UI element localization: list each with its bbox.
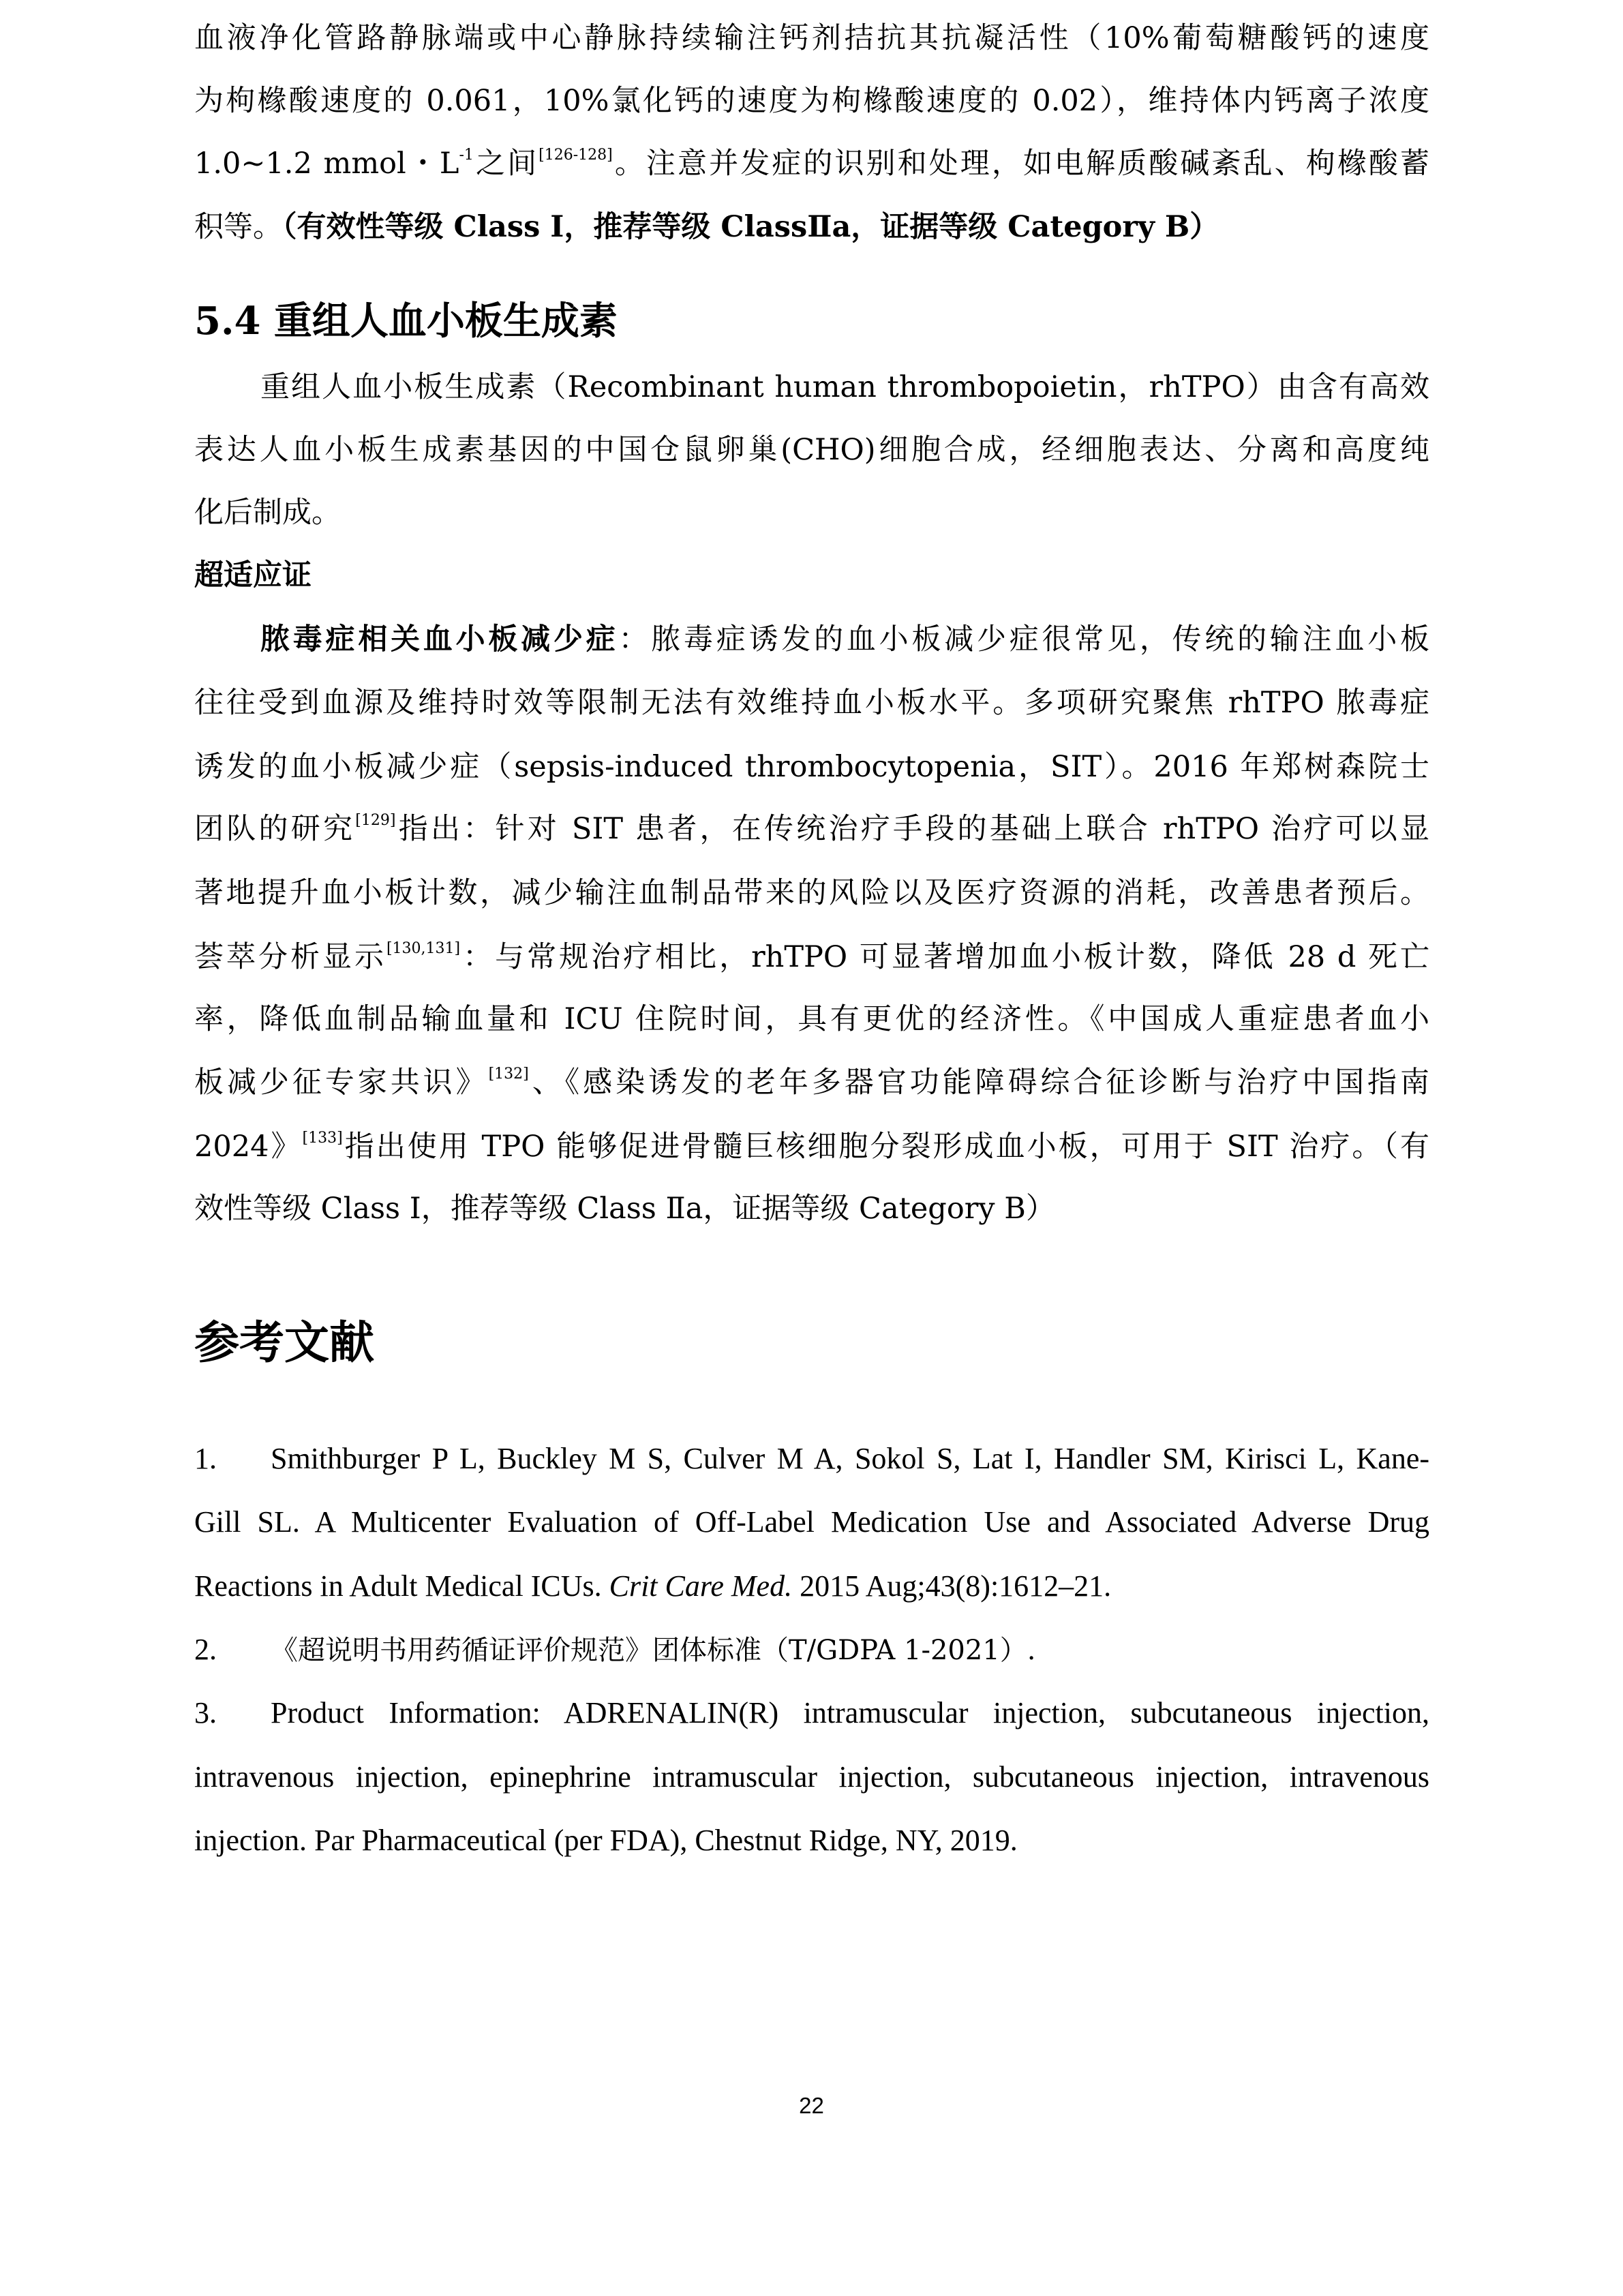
section-heading: 5.4 重组人血小板生成素	[194, 299, 618, 344]
reference-line	[194, 1618, 1429, 1681]
paragraph-line	[194, 196, 1429, 259]
text-run: 2024》	[194, 1130, 303, 1164]
paragraph-line	[194, 1051, 1429, 1115]
text-run: 化后制成。	[194, 496, 341, 530]
bold-text: 脓毒症相关血小板减少症	[260, 622, 619, 656]
journal-title: Crit Care Med.	[609, 1569, 793, 1603]
text-run: 率，降低血制品输血量和 ICU 住院时间，具有更优的经济性。《中国成人重症患者血小	[194, 1002, 1429, 1036]
text-run: Gill SL. A Multicenter Evaluation of Off-Label Medication Use and Associated Adverse Drug	[194, 1505, 1429, 1539]
references-heading: 参考文献	[194, 1316, 374, 1369]
paragraph-line	[194, 1115, 1429, 1179]
citation-superscript: [129]	[355, 812, 396, 829]
text-run: 、《感染诱发的老年多器官功能障碍综合征诊断与治疗中国指南	[528, 1066, 1430, 1100]
paragraph-line	[194, 70, 1429, 133]
text-run: 往往受到血源及维持时效等限制无法有效维持血小板水平。多项研究聚焦 rhTPO 脓毒症	[194, 686, 1429, 720]
citation-superscript: -1	[459, 147, 474, 164]
text-run: injection. Par Pharmaceutical (per FDA), Chestnut Ridge, NY, 2019.	[194, 1824, 1018, 1857]
text-run: ：与常规治疗相比，rhTPO 可显著增加血小板计数，降低 28 d 死亡	[460, 940, 1430, 974]
paragraph-line	[194, 736, 1429, 799]
reference-text	[271, 1696, 1429, 1729]
text-run: 荟萃分析显示	[194, 940, 386, 974]
text-run: 为枸橼酸速度的 0.061，10%氯化钙的速度为枸橼酸速度的 0.02），维持体内钙离子浓度	[194, 84, 1429, 118]
text-run: Smithburger P L, Buckley M S, Culver M A, Sokol S, Lat I, Handler SM, Kirisci L, Kane-	[271, 1442, 1429, 1475]
bold-text: （有效性等级 Class I，推荐等级 ClassⅡa，证据等级 Category B）	[282, 210, 1219, 244]
reference-line	[194, 1745, 1429, 1809]
paragraph-line	[194, 7, 1429, 70]
reference-line	[194, 1490, 1429, 1554]
text-run: 板减少征专家共识》	[194, 1066, 489, 1100]
reference-text	[271, 1635, 1036, 1666]
text-run: 《超说明书用药循证评价规范》团体标准（T/GDPA 1-2021）.	[271, 1635, 1036, 1666]
text-run: Product Information: ADRENALIN(R) intramuscular injection, subcutaneous injection,	[271, 1696, 1429, 1729]
text-run: 诱发的血小板减少症（sepsis-induced thrombocytopenia，SIT）。2016 年郑树森院士	[194, 750, 1429, 784]
text-run: ：脓毒症诱发的血小板减少症很常见，传统的输注血小板	[618, 622, 1430, 656]
paragraph-line	[194, 798, 1429, 861]
subheading-off-label: 超适应证	[194, 558, 312, 592]
text-run: 血液净化管路静脉端或中心静脉持续输注钙剂拮抗其抗凝活性（10%葡萄糖酸钙的速度	[194, 21, 1429, 55]
citation-superscript: [132]	[488, 1066, 529, 1083]
text-run: 积等。	[194, 210, 282, 244]
text-run: intravenous injection, epinephrine intramuscular injection, subcutaneous injection, intravenous	[194, 1760, 1429, 1794]
reference-number: 1.	[194, 1442, 217, 1475]
text-run: 指出使用 TPO 能够促进骨髓巨核细胞分裂形成血小板，可用于 SIT 治疗。（有	[342, 1130, 1429, 1164]
paragraph-line	[194, 608, 1429, 671]
reference-number: 2.	[194, 1633, 217, 1666]
reference-number: 3.	[194, 1696, 217, 1729]
paragraph-line	[194, 1177, 1429, 1241]
text-run: 1.0~1.2 mmol・L	[194, 147, 459, 181]
paragraph-line	[194, 671, 1429, 735]
page-number: 22	[799, 2093, 824, 2118]
text-run: 之间	[473, 147, 539, 181]
text-run: 。注意并发症的识别和处理，如电解质酸碱紊乱、枸橼酸蓄	[612, 147, 1429, 181]
reference-text	[271, 1442, 1429, 1475]
paragraph-line	[194, 862, 1429, 925]
paragraph-line	[194, 356, 1429, 419]
text-run: 著地提升血小板计数，减少输注血制品带来的风险以及医疗资源的消耗，改善患者预后。	[194, 876, 1429, 910]
text-run: 重组人血小板生成素（Recombinant human thrombopoietin，rhTPO）由含有高效	[260, 370, 1429, 404]
citation-superscript: [126-128]	[539, 147, 613, 164]
citation-superscript: [130,131]	[386, 940, 461, 957]
reference-line	[194, 1681, 1429, 1744]
paragraph-line	[194, 132, 1429, 196]
text-run: 2015 Aug;43(8):1612–21.	[792, 1569, 1112, 1603]
text-run: 指出：针对 SIT 患者，在传统治疗手段的基础上联合 rhTPO 治疗可以显	[395, 812, 1429, 846]
paragraph-line	[194, 481, 1429, 545]
reference-line	[194, 1427, 1429, 1490]
text-run: 效性等级 Class I，推荐等级 Class Ⅱa，证据等级 Category B）	[194, 1192, 1055, 1226]
reference-line	[194, 1809, 1429, 1872]
text-run: 团队的研究	[194, 812, 356, 846]
paragraph-line	[194, 419, 1429, 482]
citation-superscript: [133]	[302, 1130, 343, 1147]
paragraph-line	[194, 926, 1429, 989]
text-run: 表达人血小板生成素基因的中国仓鼠卵巢(CHO)细胞合成，经细胞表达、分离和高度纯	[194, 433, 1429, 467]
text-run: Reactions in Adult Medical ICUs.	[194, 1569, 609, 1603]
paragraph-line	[194, 988, 1429, 1051]
reference-line	[194, 1554, 1429, 1618]
